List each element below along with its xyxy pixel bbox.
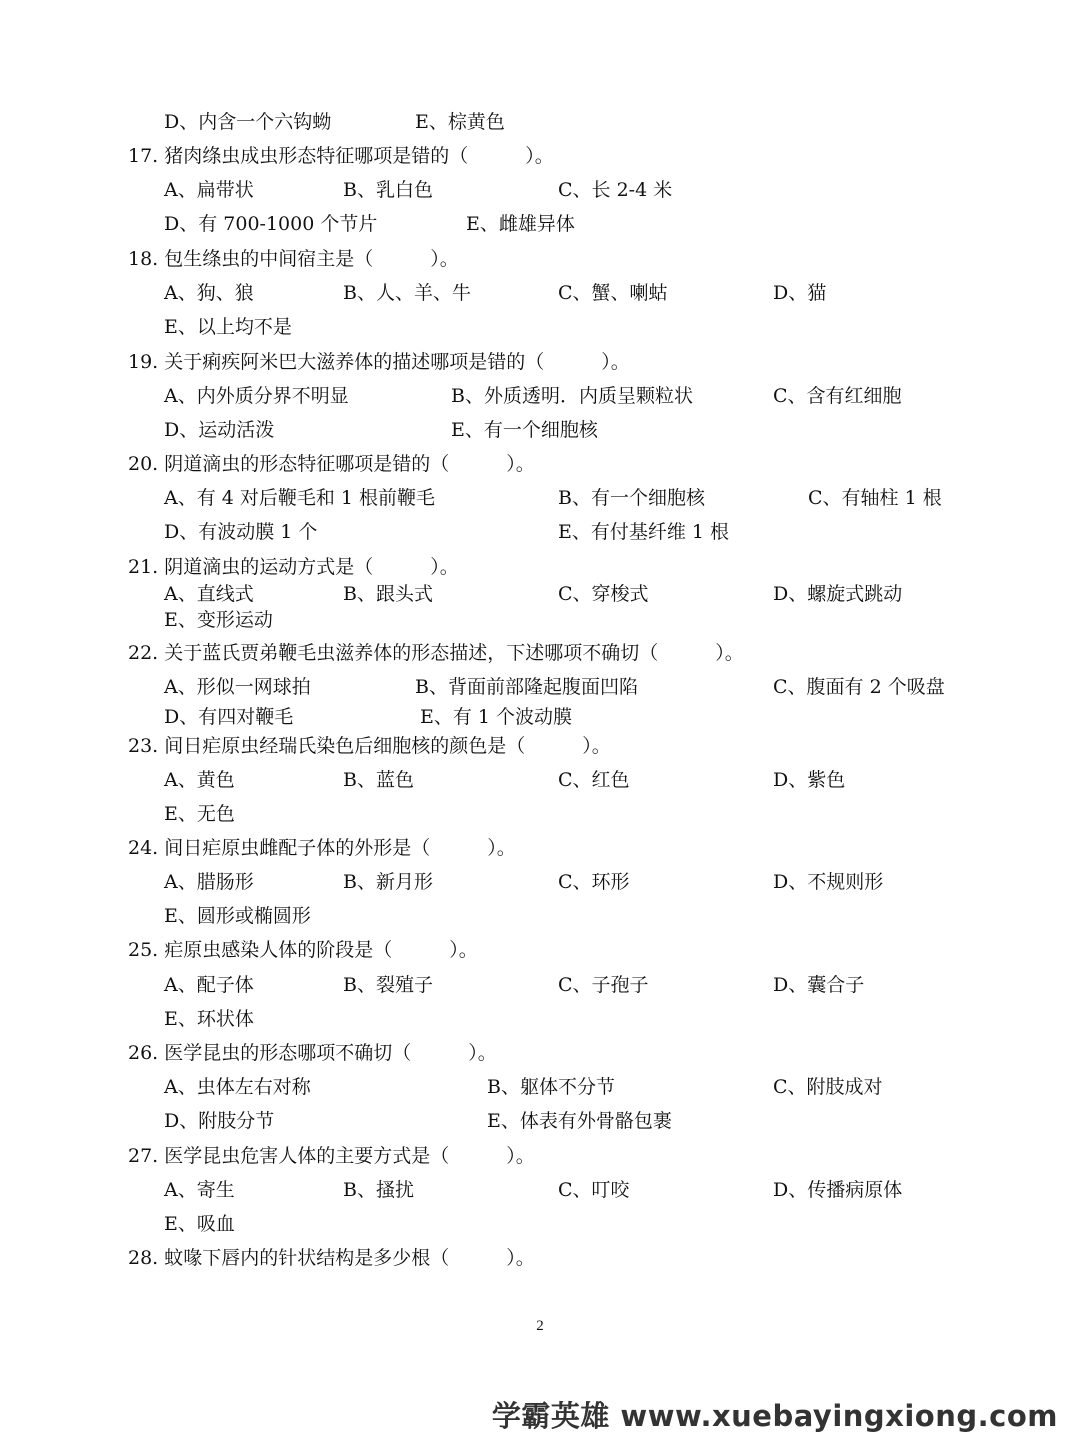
- option-24-a: A、腊肠形: [164, 871, 254, 893]
- option-23-a: A、黄色: [164, 769, 235, 791]
- question-27: 27. 医学昆虫危害人体的主要方式是（ ）。: [128, 1145, 535, 1167]
- option-20-d: D、有波动膜 1 个: [164, 521, 318, 543]
- option-18-a: A、狗、狼: [164, 282, 254, 304]
- option-22-c: C、腹面有 2 个吸盘: [773, 676, 945, 698]
- option-19-e: E、有一个细胞核: [451, 419, 598, 441]
- option-26-a: A、虫体左右对称: [164, 1076, 311, 1098]
- option-24-b: B、新月形: [343, 871, 433, 893]
- option-25-c: C、子孢子: [558, 974, 649, 996]
- option-25-d: D、囊合子: [773, 974, 865, 996]
- question-18: 18. 包生绦虫的中间宿主是（ ）。: [128, 248, 459, 270]
- question-25: 25. 疟原虫感染人体的阶段是（ ）。: [128, 939, 478, 961]
- option-19-c: C、含有红细胞: [773, 385, 902, 407]
- option-22-d: D、有四对鞭毛: [164, 706, 294, 728]
- question-22: 22. 关于蓝氏贾弟鞭毛虫滋养体的形态描述，下述哪项不确切（ ）。: [128, 642, 744, 664]
- option-16-e: E、棕黄色: [415, 111, 505, 133]
- option-18-b: B、人、羊、牛: [343, 282, 471, 304]
- option-21-c: C、穿梭式: [558, 583, 649, 605]
- option-18-e: E、以上均不是: [164, 316, 292, 338]
- option-25-e: E、环状体: [164, 1008, 254, 1030]
- option-24-e: E、圆形或椭圆形: [164, 905, 311, 927]
- question-19: 19. 关于痢疾阿米巴大滋养体的描述哪项是错的（ ）。: [128, 351, 630, 373]
- question-26: 26. 医学昆虫的形态哪项不确切（ ）。: [128, 1042, 497, 1064]
- option-26-c: C、附肢成对: [773, 1076, 883, 1098]
- option-26-d: D、附肢分节: [164, 1110, 275, 1132]
- question-24: 24. 间日疟原虫雌配子体的外形是（ ）。: [128, 837, 516, 859]
- option-17-b: B、乳白色: [343, 179, 433, 201]
- option-17-e: E、雌雄异体: [466, 213, 575, 235]
- option-17-a: A、扁带状: [164, 179, 254, 201]
- question-17: 17. 猪肉绦虫成虫形态特征哪项是错的（ ）。: [128, 145, 554, 167]
- option-19-b: B、外质透明．内质呈颗粒状: [451, 385, 693, 407]
- option-25-b: B、裂殖子: [343, 974, 433, 996]
- option-26-b: B、躯体不分节: [487, 1076, 615, 1098]
- option-23-c: C、红色: [558, 769, 630, 791]
- option-27-a: A、寄生: [164, 1179, 235, 1201]
- option-23-d: D、紫色: [773, 769, 846, 791]
- option-21-b: B、跟头式: [343, 583, 433, 605]
- option-22-a: A、形似一网球拍: [164, 676, 311, 698]
- question-23: 23. 间日疟原虫经瑞氏染色后细胞核的颜色是（ ）。: [128, 735, 611, 757]
- option-19-d: D、运动活泼: [164, 419, 275, 441]
- watermark: 学霸英雄 www.xuebayingxiong.com: [491, 1399, 1058, 1433]
- option-22-b: B、背面前部隆起腹面凹陷: [415, 676, 638, 698]
- option-19-a: A、内外质分界不明显: [164, 385, 349, 407]
- question-28: 28. 蚊喙下唇内的针状结构是多少根（ ）。: [128, 1247, 535, 1269]
- option-20-b: B、有一个细胞核: [558, 487, 705, 509]
- option-23-b: B、蓝色: [343, 769, 414, 791]
- option-18-d: D、猫: [773, 282, 827, 304]
- option-21-d: D、螺旋式跳动: [773, 583, 903, 605]
- option-17-c: C、长 2-4 米: [558, 179, 673, 201]
- option-25-a: A、配子体: [164, 974, 254, 996]
- option-27-b: B、搔扰: [343, 1179, 414, 1201]
- option-21-a: A、直线式: [164, 583, 254, 605]
- option-20-c: C、有轴柱 1 根: [808, 487, 942, 509]
- option-18-c: C、蟹、喇蛄: [558, 282, 668, 304]
- option-16-d: D、内含一个六钩蚴: [164, 111, 332, 133]
- question-21: 21. 阴道滴虫的运动方式是（ ）。: [128, 556, 459, 578]
- option-22-e: E、有 1 个波动膜: [420, 706, 573, 728]
- option-17-d: D、有 700-1000 个节片: [164, 213, 378, 235]
- option-27-d: D、传播病原体: [773, 1179, 903, 1201]
- option-27-c: C、叮咬: [558, 1179, 630, 1201]
- option-24-c: C、环形: [558, 871, 630, 893]
- option-24-d: D、不规则形: [773, 871, 884, 893]
- option-23-e: E、无色: [164, 803, 235, 825]
- question-20: 20. 阴道滴虫的形态特征哪项是错的（ ）。: [128, 453, 535, 475]
- option-21-e: E、变形运动: [164, 609, 273, 631]
- page-number: 2: [536, 1318, 544, 1334]
- option-26-e: E、体表有外骨骼包裹: [487, 1110, 672, 1132]
- option-20-e: E、有付基纤维 1 根: [558, 521, 730, 543]
- option-20-a: A、有 4 对后鞭毛和 1 根前鞭毛: [164, 487, 436, 509]
- option-27-e: E、吸血: [164, 1213, 235, 1235]
